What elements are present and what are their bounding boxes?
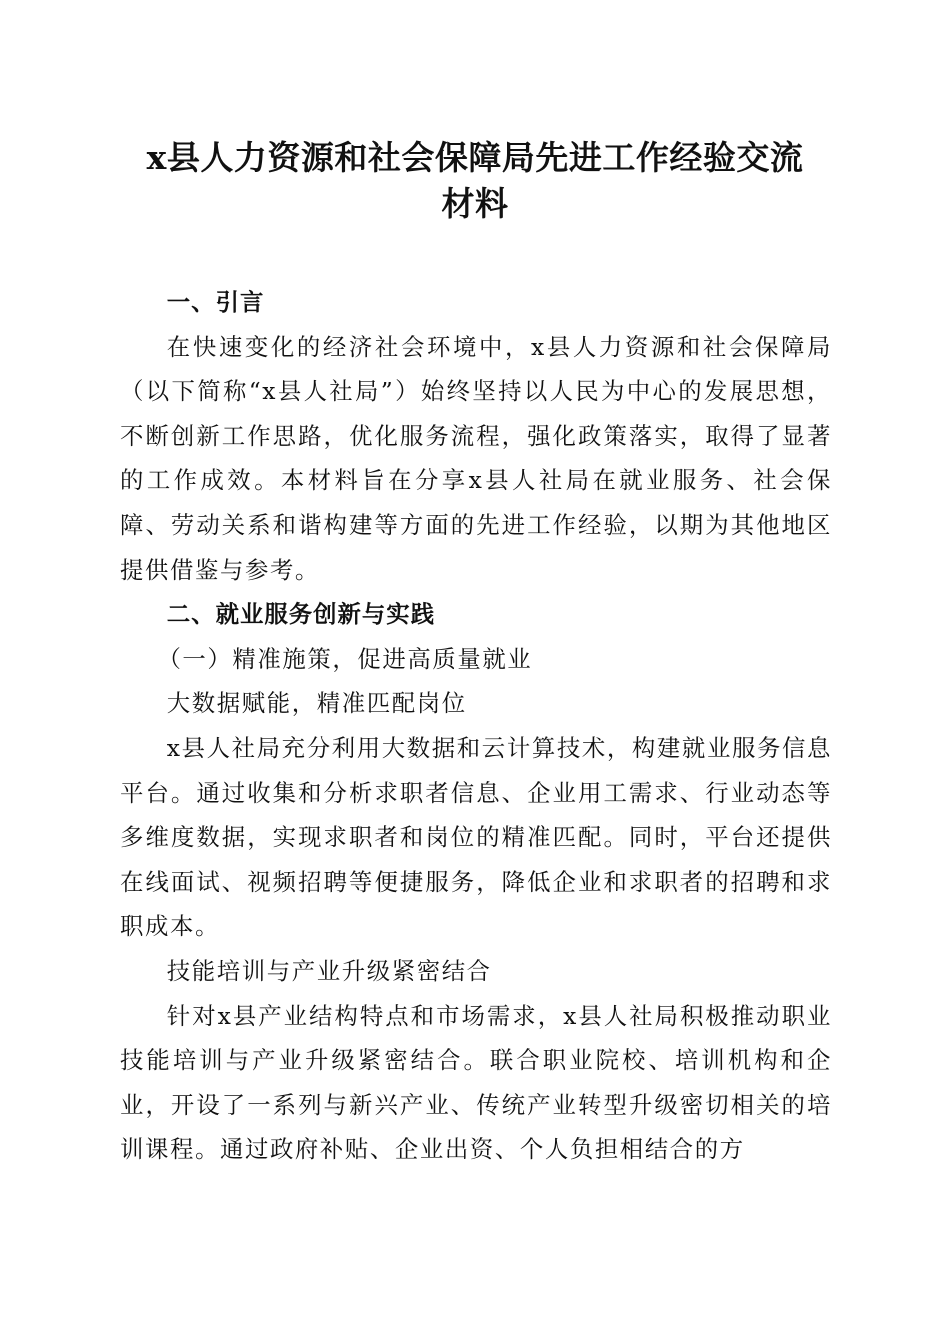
- document-body: [120, 280, 832, 1172]
- item-2-paragraph: 针对x县产业结构特点和市场需求，x县人社局积极推动职业技能培训与产业升级紧密结合。联合职业院校、培训机构和企业，开设了一系列与新兴产业、传统产业转型升级密切相关的培训课程。通过政府补贴、企业出资、个人负担相结合的方: [120, 1001, 832, 1164]
- title-line-1: x县人力资源和社会保障局先进工作经验交流: [146, 138, 804, 177]
- document-title: [110, 135, 840, 227]
- title-line-2: 材料: [441, 184, 509, 223]
- item-2-title: 技能培训与产业升级紧密结合: [166, 956, 492, 985]
- section-1-paragraph: 在快速变化的经济社会环境中，x县人力资源和社会保障局（以下简称“x县人社局”）始终坚持以人民为中心的发展思想，不断创新工作思路，优化服务流程，强化政策落实，取得了显著的工作成效。本材料旨在分享x县人社局在就业服务、社会保障、劳动关系和谐构建等方面的先进工作经验，以期为其他地区提供借鉴与参考。: [120, 332, 832, 584]
- section-2-subheading-1: （一）精准施策，促进高质量就业: [157, 644, 533, 673]
- section-2-heading: 二、就业服务创新与实践: [166, 600, 436, 629]
- section-1-heading: 一、引言: [166, 288, 265, 316]
- item-1-paragraph: x县人社局充分利用大数据和云计算技术，构建就业服务信息平台。通过收集和分析求职者信息、企业用工需求、行业动态等多维度数据，实现求职者和岗位的精准匹配。同时，平台还提供在线面试、视频招聘等便捷服务，降低企业和求职者的招聘和求职成本。: [120, 733, 832, 941]
- item-1-title: 大数据赋能，精准匹配岗位: [166, 689, 467, 718]
